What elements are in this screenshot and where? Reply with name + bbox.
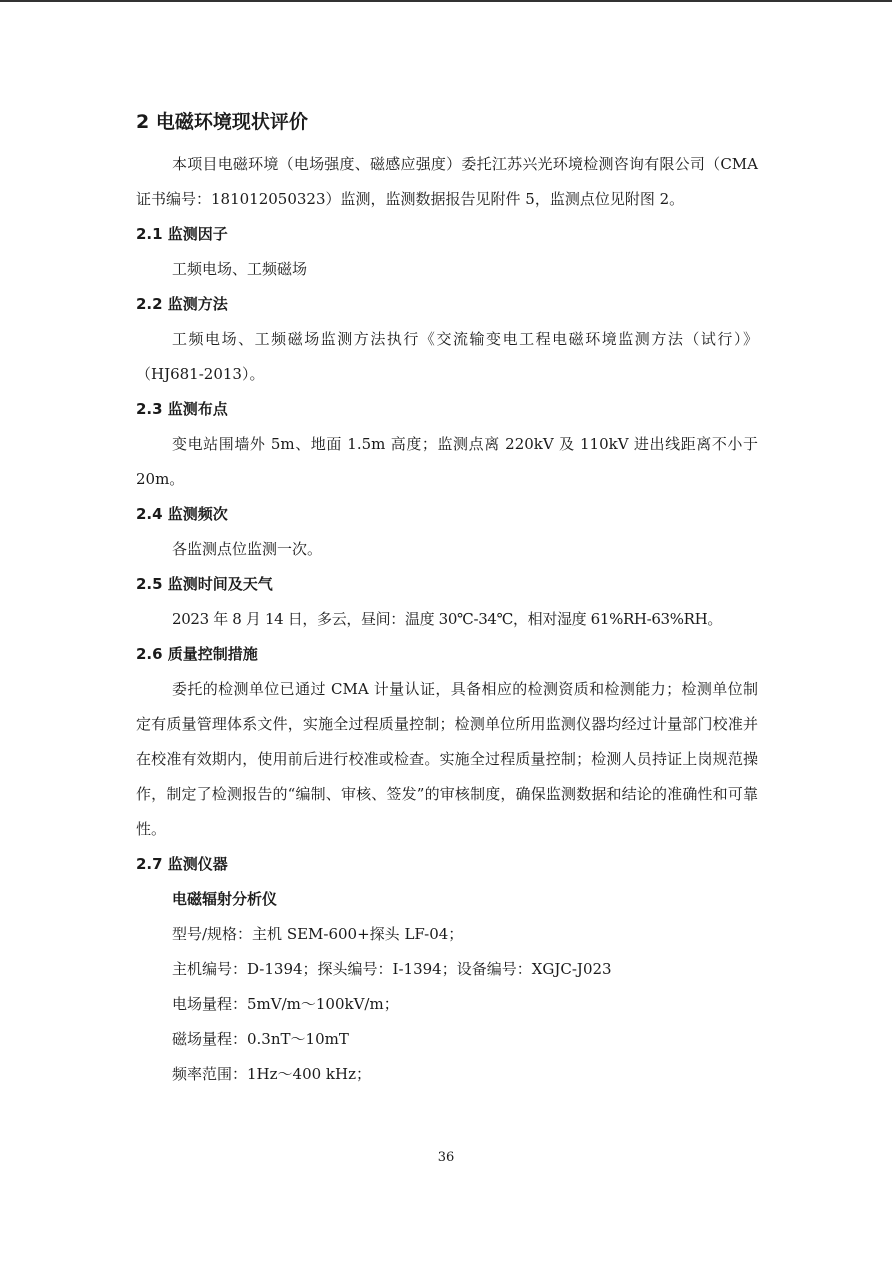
instrument-spec-magnetic-range: 磁场量程：0.3nT～10mT bbox=[172, 1030, 349, 1048]
page-number: 36 bbox=[437, 1150, 455, 1165]
quality-control-text: 委托的检测单位已通过 CMA 计量认证，具备相应的检测资质和检测能力；检测单位制定有质量管理体系文件，实施全过程质量控制；检测单位所用监测仪器均经过计量部门校准并在校准有效期内，使用前后进行校准或检查。实施全过程质量控制；检测人员持证上岗规范操作，制定了检测报告的“编制、审核、签发”的审核制度，确保监测数据和结论的准确性和可靠性。 bbox=[136, 680, 758, 838]
heading-monitoring-instrument: 2.7 监测仪器 bbox=[136, 855, 228, 873]
instrument-spec-electric-range: 电场量程：5mV/m～100kV/m； bbox=[172, 995, 399, 1013]
heading-monitoring-time-weather: 2.5 监测时间及天气 bbox=[136, 575, 273, 593]
monitoring-points-text: 变电站围墙外 5m、地面 1.5m 高度；监测点离 220kV 及 110kV 进出线距离不小于 20m。 bbox=[136, 435, 758, 488]
instrument-spec-frequency-range: 频率范围：1Hz～400 kHz； bbox=[172, 1065, 371, 1083]
heading-quality-control: 2.6 质量控制措施 bbox=[136, 645, 258, 663]
top-border-line bbox=[0, 0, 892, 2]
instrument-spec-serial: 主机编号：D-1394；探头编号：I-1394；设备编号：XGJC-J023 bbox=[172, 960, 612, 978]
heading-monitoring-points: 2.3 监测布点 bbox=[136, 400, 228, 418]
document-page bbox=[136, 106, 758, 1092]
instrument-spec-model: 型号/规格：主机 SEM-600+探头 LF-04； bbox=[172, 925, 464, 943]
monitoring-method-text: 工频电场、工频磁场监测方法执行《交流输变电工程电磁环境监测方法（试行）》（HJ681-2013）。 bbox=[136, 330, 758, 383]
heading-monitoring-factors: 2.1 监测因子 bbox=[136, 225, 228, 243]
section-title: 2 电磁环境现状评价 bbox=[136, 111, 308, 133]
monitoring-factors-text: 工频电场、工频磁场 bbox=[172, 260, 308, 278]
heading-monitoring-frequency: 2.4 监测频次 bbox=[136, 505, 228, 523]
intro-paragraph: 本项目电磁环境（电场强度、磁感应强度）委托江苏兴光环境检测咨询有限公司（CMA 证书编号：181012050323）监测，监测数据报告见附件 5，监测点位见附图 2。 bbox=[136, 155, 758, 208]
monitoring-frequency-text: 各监测点位监测一次。 bbox=[172, 540, 323, 558]
heading-monitoring-method: 2.2 监测方法 bbox=[136, 295, 228, 313]
instrument-name: 电磁辐射分析仪 bbox=[172, 890, 278, 908]
monitoring-time-weather-text: 2023 年 8 月 14 日，多云，昼间：温度 30℃-34℃，相对湿度 61%RH-63%RH。 bbox=[172, 610, 722, 628]
